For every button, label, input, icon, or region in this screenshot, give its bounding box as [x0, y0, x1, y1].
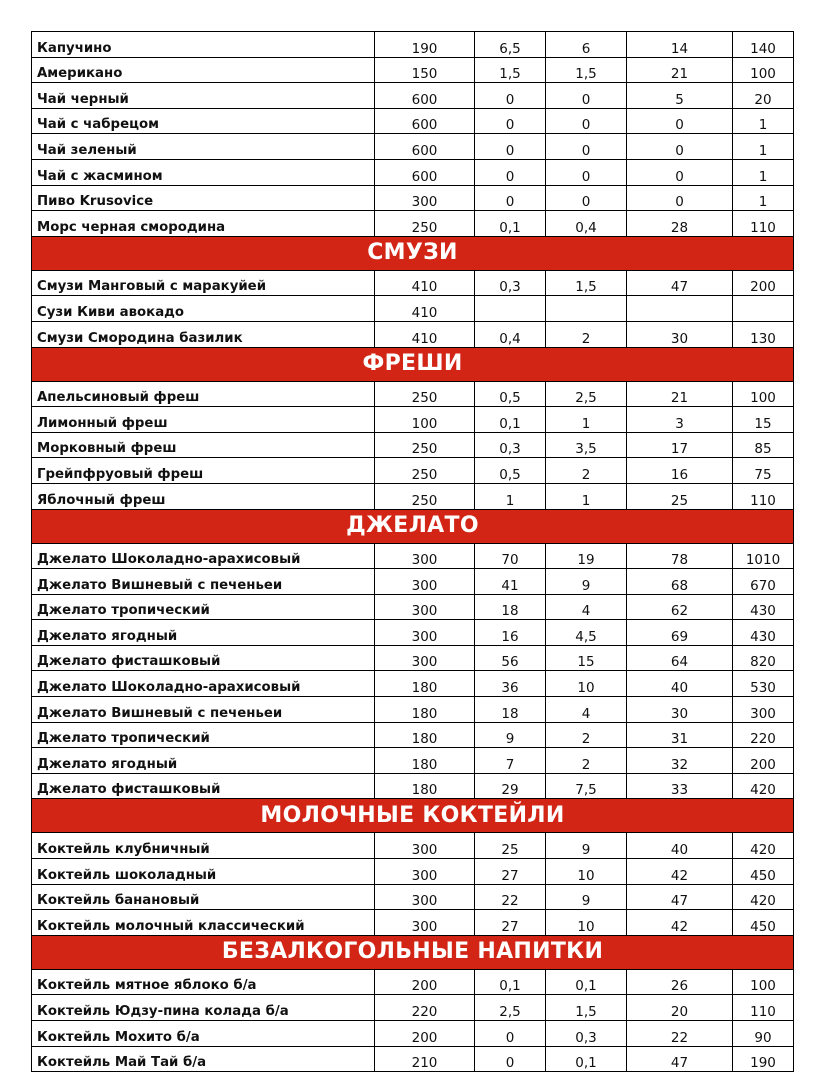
fat-value: 1,5: [546, 270, 627, 296]
item-name: Грейпфруовый фреш: [32, 458, 375, 484]
table-row: [32, 620, 794, 646]
item-name: Пиво Krusovice: [32, 185, 375, 211]
item-name: Коктейль Май Тай б/а: [32, 1046, 375, 1072]
kcal-value: 190: [733, 1046, 794, 1072]
protein-value: 27: [475, 859, 546, 885]
carbs-value: 69: [627, 620, 733, 646]
portion-value: 410: [375, 321, 475, 347]
kcal-value: 110: [733, 995, 794, 1021]
table-row: [32, 270, 794, 296]
portion-value: 180: [375, 722, 475, 748]
fat-value: 4: [546, 594, 627, 620]
kcal-value: 430: [733, 620, 794, 646]
carbs-value: [627, 296, 733, 322]
protein-value: 18: [475, 697, 546, 723]
carbs-value: 68: [627, 569, 733, 595]
carbs-value: 0: [627, 108, 733, 134]
fat-value: 2: [546, 748, 627, 774]
table-row: [32, 697, 794, 723]
section-title: МОЛОЧНЫЕ КОКТЕЙЛИ: [32, 799, 794, 833]
section-title: ДЖЕЛАТО: [32, 509, 794, 543]
table-row: [32, 407, 794, 433]
protein-value: 0,3: [475, 432, 546, 458]
carbs-value: 26: [627, 969, 733, 995]
item-name: Джелато ягодный: [32, 620, 375, 646]
fat-value: 10: [546, 671, 627, 697]
item-name: Морс черная смородина: [32, 211, 375, 237]
table-row: [32, 1046, 794, 1072]
carbs-value: 25: [627, 483, 733, 509]
kcal-value: 820: [733, 645, 794, 671]
table-row: [32, 159, 794, 185]
item-name: Апельсиновый фреш: [32, 381, 375, 407]
protein-value: 0: [475, 185, 546, 211]
kcal-value: 100: [733, 381, 794, 407]
protein-value: 41: [475, 569, 546, 595]
protein-value: 1,5: [475, 57, 546, 83]
table-row: [32, 748, 794, 774]
item-name: Джелато Шоколадно-арахисовый: [32, 543, 375, 569]
item-name: Коктейль банановый: [32, 884, 375, 910]
portion-value: 410: [375, 296, 475, 322]
fat-value: 0,3: [546, 1021, 627, 1047]
fat-value: 0,1: [546, 969, 627, 995]
fat-value: 9: [546, 884, 627, 910]
table-row: [32, 671, 794, 697]
portion-value: 300: [375, 833, 475, 859]
carbs-value: 78: [627, 543, 733, 569]
carbs-value: 21: [627, 381, 733, 407]
table-row: [32, 969, 794, 995]
protein-value: 0: [475, 108, 546, 134]
portion-value: 250: [375, 381, 475, 407]
kcal-value: 420: [733, 833, 794, 859]
portion-value: 300: [375, 185, 475, 211]
item-name: Лимонный фреш: [32, 407, 375, 433]
portion-value: 300: [375, 884, 475, 910]
table-row: [32, 645, 794, 671]
portion-value: 600: [375, 159, 475, 185]
carbs-value: 40: [627, 833, 733, 859]
carbs-value: 17: [627, 432, 733, 458]
table-row: [32, 483, 794, 509]
nutrition-table: [31, 31, 794, 1072]
section-header-row: [32, 347, 794, 381]
protein-value: 0,1: [475, 969, 546, 995]
item-name: Коктейль молочный классический: [32, 910, 375, 936]
protein-value: 0,1: [475, 407, 546, 433]
table-row: [32, 185, 794, 211]
protein-value: 7: [475, 748, 546, 774]
item-name: Джелато фисташковый: [32, 773, 375, 799]
portion-value: 220: [375, 995, 475, 1021]
section-header-row: [32, 799, 794, 833]
carbs-value: 33: [627, 773, 733, 799]
item-name: Чай черный: [32, 83, 375, 109]
carbs-value: 5: [627, 83, 733, 109]
fat-value: 9: [546, 833, 627, 859]
kcal-value: 130: [733, 321, 794, 347]
protein-value: 2,5: [475, 995, 546, 1021]
fat-value: 9: [546, 569, 627, 595]
portion-value: 200: [375, 969, 475, 995]
carbs-value: 0: [627, 185, 733, 211]
carbs-value: 64: [627, 645, 733, 671]
item-name: Коктейль шоколадный: [32, 859, 375, 885]
table-row: [32, 381, 794, 407]
item-name: Коктейль Юдзу-пина колада б/а: [32, 995, 375, 1021]
carbs-value: 16: [627, 458, 733, 484]
section-title: СМУЗИ: [32, 236, 794, 270]
item-name: Американо: [32, 57, 375, 83]
fat-value: 6: [546, 32, 627, 58]
fat-value: 10: [546, 859, 627, 885]
table-row: [32, 594, 794, 620]
portion-value: 180: [375, 773, 475, 799]
carbs-value: 42: [627, 859, 733, 885]
item-name: Чай с жасмином: [32, 159, 375, 185]
carbs-value: 32: [627, 748, 733, 774]
portion-value: 250: [375, 483, 475, 509]
protein-value: 70: [475, 543, 546, 569]
portion-value: 250: [375, 211, 475, 237]
kcal-value: 450: [733, 910, 794, 936]
protein-value: 22: [475, 884, 546, 910]
kcal-value: 430: [733, 594, 794, 620]
protein-value: 0: [475, 159, 546, 185]
protein-value: 0: [475, 134, 546, 160]
protein-value: 0,1: [475, 211, 546, 237]
protein-value: 9: [475, 722, 546, 748]
table-row: [32, 833, 794, 859]
kcal-value: 100: [733, 57, 794, 83]
kcal-value: 300: [733, 697, 794, 723]
portion-value: 100: [375, 407, 475, 433]
kcal-value: 1: [733, 134, 794, 160]
table-row: [32, 859, 794, 885]
kcal-value: 85: [733, 432, 794, 458]
kcal-value: 20: [733, 83, 794, 109]
protein-value: 56: [475, 645, 546, 671]
fat-value: 0: [546, 108, 627, 134]
table-row: [32, 1021, 794, 1047]
kcal-value: 140: [733, 32, 794, 58]
fat-value: 0: [546, 83, 627, 109]
kcal-value: [733, 296, 794, 322]
table-row: [32, 884, 794, 910]
nutrition-table-body: [32, 32, 794, 1072]
fat-value: [546, 296, 627, 322]
portion-value: 600: [375, 83, 475, 109]
table-row: [32, 32, 794, 58]
table-row: [32, 296, 794, 322]
carbs-value: 3: [627, 407, 733, 433]
fat-value: 4: [546, 697, 627, 723]
protein-value: 6,5: [475, 32, 546, 58]
protein-value: 0,4: [475, 321, 546, 347]
carbs-value: 21: [627, 57, 733, 83]
carbs-value: 62: [627, 594, 733, 620]
kcal-value: 1: [733, 108, 794, 134]
portion-value: 300: [375, 859, 475, 885]
kcal-value: 75: [733, 458, 794, 484]
kcal-value: 1010: [733, 543, 794, 569]
portion-value: 300: [375, 569, 475, 595]
kcal-value: 530: [733, 671, 794, 697]
kcal-value: 670: [733, 569, 794, 595]
item-name: Джелато тропический: [32, 594, 375, 620]
fat-value: 2: [546, 321, 627, 347]
kcal-value: 200: [733, 748, 794, 774]
kcal-value: 420: [733, 773, 794, 799]
carbs-value: 31: [627, 722, 733, 748]
fat-value: 10: [546, 910, 627, 936]
portion-value: 600: [375, 108, 475, 134]
carbs-value: 14: [627, 32, 733, 58]
carbs-value: 47: [627, 1046, 733, 1072]
item-name: Джелато тропический: [32, 722, 375, 748]
portion-value: 300: [375, 594, 475, 620]
fat-value: 2,5: [546, 381, 627, 407]
fat-value: 1,5: [546, 57, 627, 83]
protein-value: 0: [475, 1046, 546, 1072]
item-name: Джелато ягодный: [32, 748, 375, 774]
fat-value: 15: [546, 645, 627, 671]
item-name: Сузи Киви авокадо: [32, 296, 375, 322]
portion-value: 180: [375, 697, 475, 723]
kcal-value: 110: [733, 211, 794, 237]
kcal-value: 1: [733, 185, 794, 211]
carbs-value: 47: [627, 270, 733, 296]
portion-value: 190: [375, 32, 475, 58]
portion-value: 410: [375, 270, 475, 296]
fat-value: 0,1: [546, 1046, 627, 1072]
portion-value: 600: [375, 134, 475, 160]
item-name: Смузи Манговый с маракуйей: [32, 270, 375, 296]
protein-value: 0,5: [475, 458, 546, 484]
protein-value: 1: [475, 483, 546, 509]
portion-value: 250: [375, 432, 475, 458]
protein-value: 0,3: [475, 270, 546, 296]
kcal-value: 15: [733, 407, 794, 433]
item-name: Коктейль мятное яблоко б/а: [32, 969, 375, 995]
fat-value: 2: [546, 458, 627, 484]
protein-value: 0,5: [475, 381, 546, 407]
carbs-value: 0: [627, 159, 733, 185]
table-row: [32, 134, 794, 160]
kcal-value: 200: [733, 270, 794, 296]
item-name: Джелато Шоколадно-арахисовый: [32, 671, 375, 697]
table-row: [32, 910, 794, 936]
item-name: Коктейль клубничный: [32, 833, 375, 859]
kcal-value: 110: [733, 483, 794, 509]
table-row: [32, 83, 794, 109]
table-row: [32, 57, 794, 83]
item-name: Смузи Смородина базилик: [32, 321, 375, 347]
item-name: Морковный фреш: [32, 432, 375, 458]
portion-value: 180: [375, 748, 475, 774]
carbs-value: 30: [627, 321, 733, 347]
kcal-value: 450: [733, 859, 794, 885]
carbs-value: 22: [627, 1021, 733, 1047]
item-name: Яблочный фреш: [32, 483, 375, 509]
fat-value: 4,5: [546, 620, 627, 646]
item-name: Джелато фисташковый: [32, 645, 375, 671]
table-row: [32, 432, 794, 458]
protein-value: 0: [475, 83, 546, 109]
item-name: Джелато Вишневый с печеньеи: [32, 697, 375, 723]
section-header-row: [32, 935, 794, 969]
table-row: [32, 995, 794, 1021]
section-title: ФРЕШИ: [32, 347, 794, 381]
carbs-value: 30: [627, 697, 733, 723]
portion-value: 150: [375, 57, 475, 83]
protein-value: 16: [475, 620, 546, 646]
kcal-value: 1: [733, 159, 794, 185]
portion-value: 300: [375, 620, 475, 646]
carbs-value: 0: [627, 134, 733, 160]
kcal-value: 220: [733, 722, 794, 748]
protein-value: 27: [475, 910, 546, 936]
kcal-value: 100: [733, 969, 794, 995]
fat-value: 0: [546, 185, 627, 211]
fat-value: 0: [546, 134, 627, 160]
protein-value: 0: [475, 1021, 546, 1047]
portion-value: 210: [375, 1046, 475, 1072]
table-row: [32, 321, 794, 347]
table-row: [32, 543, 794, 569]
portion-value: 300: [375, 543, 475, 569]
protein-value: [475, 296, 546, 322]
section-title: БЕЗАЛКОГОЛЬНЫЕ НАПИТКИ: [32, 935, 794, 969]
portion-value: 180: [375, 671, 475, 697]
fat-value: 0,4: [546, 211, 627, 237]
fat-value: 1: [546, 483, 627, 509]
fat-value: 3,5: [546, 432, 627, 458]
portion-value: 300: [375, 645, 475, 671]
carbs-value: 40: [627, 671, 733, 697]
item-name: Капучино: [32, 32, 375, 58]
fat-value: 7,5: [546, 773, 627, 799]
fat-value: 19: [546, 543, 627, 569]
section-header-row: [32, 509, 794, 543]
kcal-value: 90: [733, 1021, 794, 1047]
protein-value: 18: [475, 594, 546, 620]
carbs-value: 47: [627, 884, 733, 910]
carbs-value: 20: [627, 995, 733, 1021]
portion-value: 250: [375, 458, 475, 484]
carbs-value: 28: [627, 211, 733, 237]
protein-value: 25: [475, 833, 546, 859]
section-header-row: [32, 236, 794, 270]
table-row: [32, 722, 794, 748]
portion-value: 300: [375, 910, 475, 936]
carbs-value: 42: [627, 910, 733, 936]
portion-value: 200: [375, 1021, 475, 1047]
kcal-value: 420: [733, 884, 794, 910]
table-row: [32, 773, 794, 799]
fat-value: 0: [546, 159, 627, 185]
fat-value: 1,5: [546, 995, 627, 1021]
protein-value: 29: [475, 773, 546, 799]
table-row: [32, 108, 794, 134]
item-name: Джелато Вишневый с печеньеи: [32, 569, 375, 595]
item-name: Чай зеленый: [32, 134, 375, 160]
fat-value: 1: [546, 407, 627, 433]
table-row: [32, 211, 794, 237]
table-row: [32, 458, 794, 484]
protein-value: 36: [475, 671, 546, 697]
item-name: Коктейль Мохито б/а: [32, 1021, 375, 1047]
table-row: [32, 569, 794, 595]
item-name: Чай с чабрецом: [32, 108, 375, 134]
fat-value: 2: [546, 722, 627, 748]
